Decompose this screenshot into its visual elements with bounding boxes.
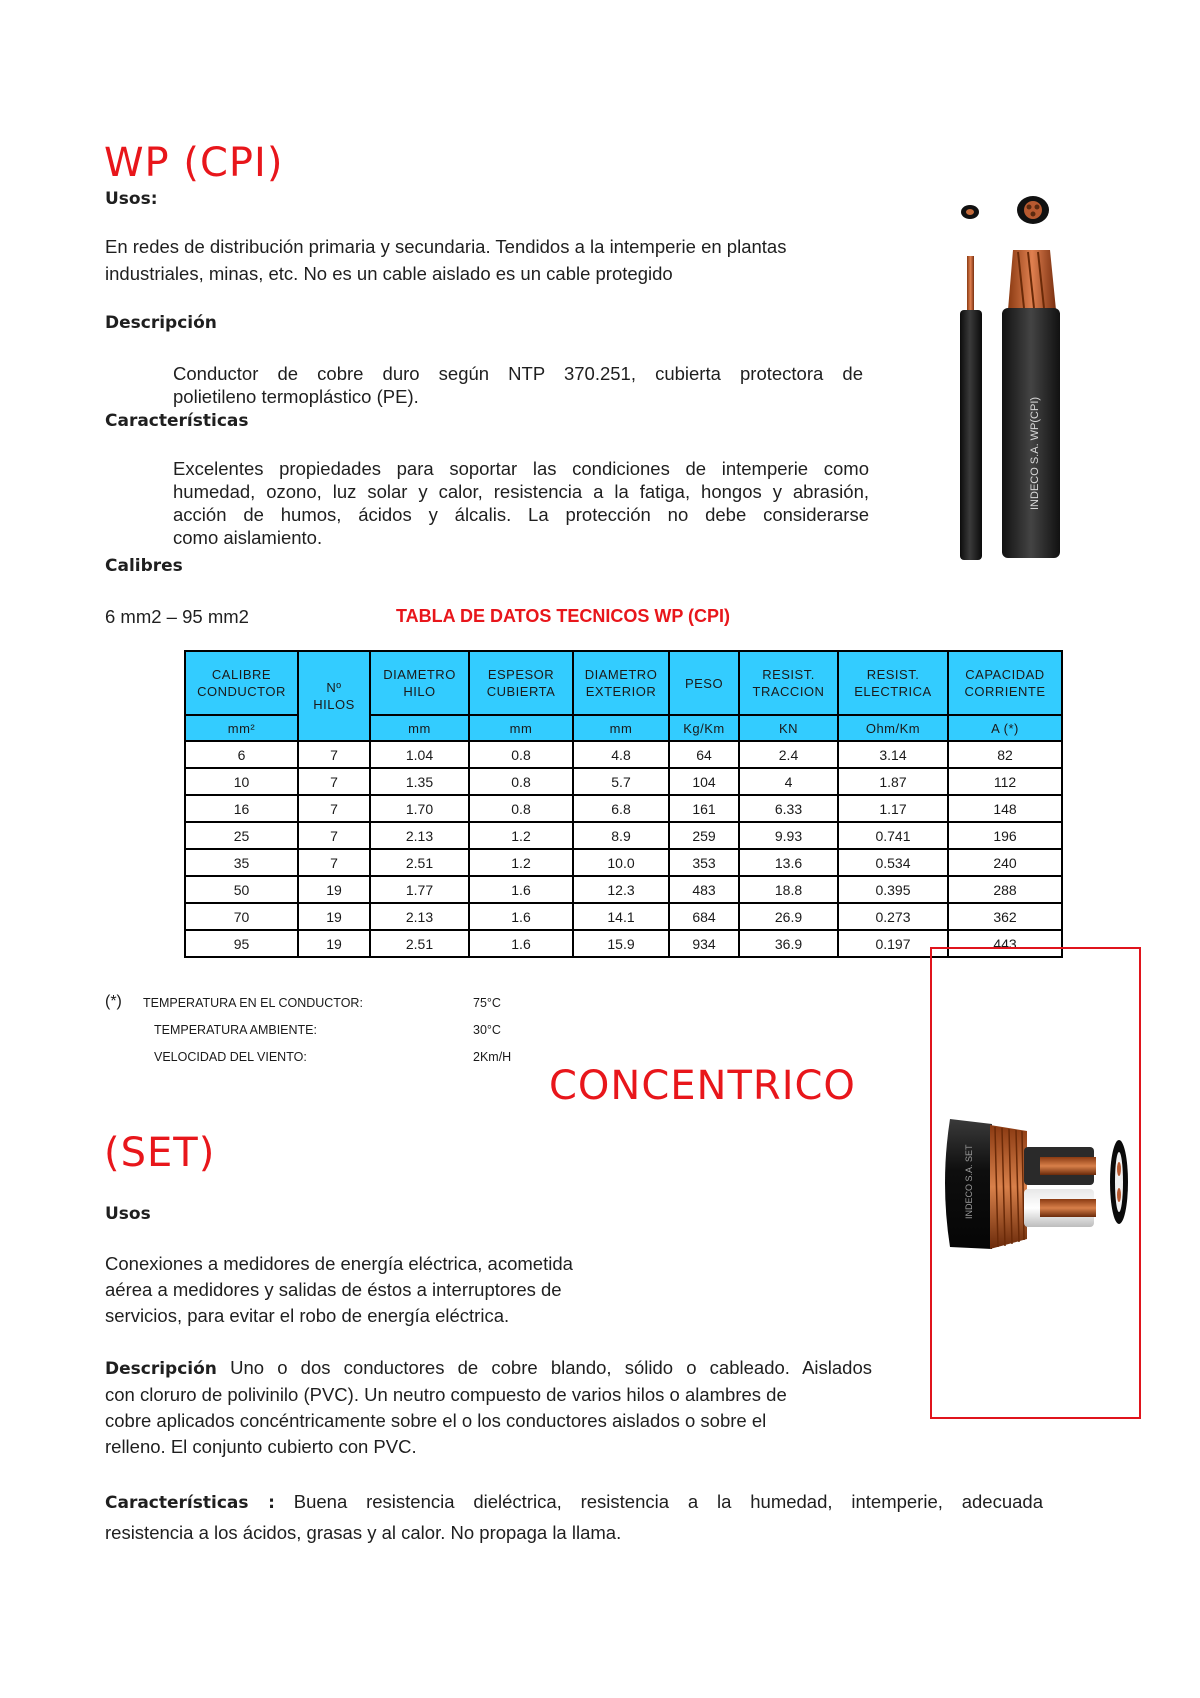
table-cell: 1.87 (838, 768, 948, 795)
table-cell: 6.8 (573, 795, 669, 822)
table-cell: 25 (185, 822, 298, 849)
table-cell: 240 (948, 849, 1062, 876)
table-cell: 7 (298, 795, 370, 822)
table-cell: 7 (298, 822, 370, 849)
table-cell: 15.9 (573, 930, 669, 957)
table-cell: 1.17 (838, 795, 948, 822)
set-usos-label: Usos (105, 1204, 151, 1224)
table-cell: 9.93 (739, 822, 838, 849)
table-cell: 0.197 (838, 930, 948, 957)
set-usos-line3: servicios, para evitar el robo de energía eléctrica. (105, 1305, 510, 1326)
unit-resist-traccion: KN (739, 715, 838, 741)
footnote-t-conductor-value: 75°C (473, 996, 501, 1010)
header-resist-traccion: RESIST. TRACCION (739, 651, 838, 715)
tech-table-wrapper (184, 650, 1063, 958)
set-desc-line1-wrapper (105, 1354, 872, 1383)
table-row (185, 903, 1062, 930)
table-cell: 0.395 (838, 876, 948, 903)
header-resist-electrica: RESIST. ELECTRICA (838, 651, 948, 715)
table-cell: 1.6 (469, 903, 573, 930)
table-cell: 50 (185, 876, 298, 903)
wp-descripcion-line2: polietileno termoplástico (PE). (173, 386, 419, 407)
wp-caracteristicas-label: Características (105, 411, 249, 431)
table-cell: 1.6 (469, 876, 573, 903)
table-cell: 104 (669, 768, 739, 795)
wp-descripcion-line1: Conductor de cobre duro según NTP 370.251, cubierta protectora de (173, 363, 863, 384)
footnote-marker: (*) (105, 993, 122, 1010)
wp-calibres-label: Calibres (105, 556, 183, 576)
wp-car-line2: humedad, ozono, luz solar y calor, resistencia a la fatiga, hongos y abrasión, (173, 481, 869, 502)
set-usos-line1: Conexiones a medidores de energía eléctrica, acometida (105, 1253, 573, 1274)
header-diametro-hilo: DIAMETRO HILO (370, 651, 469, 715)
set-desc-line1: Uno o dos conductores de cobre blando, sólido o cableado. Aislados (230, 1357, 872, 1378)
table-cell: 26.9 (739, 903, 838, 930)
set-descripcion-label: Descripción (105, 1359, 217, 1379)
table-row (185, 741, 1062, 768)
table-cell: 13.6 (739, 849, 838, 876)
table-cell: 0.741 (838, 822, 948, 849)
set-desc-line4: relleno. El conjunto cubierto con PVC. (105, 1436, 417, 1457)
wp-usos-label: Usos: (105, 189, 158, 209)
wp-title: WP (CPI) (104, 140, 284, 186)
wp-cable-print: INDECO S.A. WP(CPI) (1029, 396, 1041, 510)
table-cell: 3.14 (838, 741, 948, 768)
table-row (185, 768, 1062, 795)
unit-capacidad: A (*) (948, 715, 1062, 741)
table-cell: 5.7 (573, 768, 669, 795)
table-cell: 14.1 (573, 903, 669, 930)
table-cell: 10.0 (573, 849, 669, 876)
set-usos-line2: aérea a medidores y salidas de éstos a interruptores de (105, 1279, 562, 1300)
table-row (185, 795, 1062, 822)
unit-calibre: mm² (185, 715, 298, 741)
set-car-line1: Buena resistencia dieléctrica, resistencia a la humedad, intemperie, adecuada (293, 1491, 1043, 1512)
wp-car-line3: acción de humos, ácidos y álcalis. La protección no debe considerarse (173, 504, 869, 525)
table-cell: 2.51 (370, 930, 469, 957)
table-cell: 2.4 (739, 741, 838, 768)
unit-espesor: mm (469, 715, 573, 741)
set-desc-line2: con cloruro de polivinilo (PVC). Un neutro compuesto de varios hilos o alambres de (105, 1384, 787, 1405)
table-cell: 288 (948, 876, 1062, 903)
table-cell: 19 (298, 903, 370, 930)
table-row (185, 822, 1062, 849)
table-cell: 0.8 (469, 768, 573, 795)
wp-descripcion-label: Descripción (105, 313, 217, 333)
table-cell: 0.273 (838, 903, 948, 930)
table-cell: 1.04 (370, 741, 469, 768)
set-car-line1-wrapper (105, 1488, 1043, 1517)
wp-cable-image (938, 180, 1088, 560)
table-cell: 196 (948, 822, 1062, 849)
wp-usos-line1: En redes de distribución primaria y secundaria. Tendidos a la intemperie en plantas (105, 236, 787, 257)
footnote-t-conductor-label: TEMPERATURA EN EL CONDUCTOR: (143, 996, 363, 1010)
unit-diametro-exterior: mm (573, 715, 669, 741)
table-cell: 483 (669, 876, 739, 903)
table-cell: 35 (185, 849, 298, 876)
table-cell: 19 (298, 876, 370, 903)
table-cell: 7 (298, 768, 370, 795)
table-cell: 8.9 (573, 822, 669, 849)
table-cell: 1.35 (370, 768, 469, 795)
set-caracteristicas-label: Características : (105, 1493, 275, 1513)
tech-table (184, 650, 1063, 958)
header-hilos: Nº HILOS (298, 651, 370, 741)
set-desc-line3: cobre aplicados concéntricamente sobre el o los conductores aislados o sobre el (105, 1410, 767, 1431)
table-cell: 353 (669, 849, 739, 876)
set-title-concentrico: CONCENTRICO (549, 1063, 856, 1109)
table-cell: 362 (948, 903, 1062, 930)
set-cable-print: INDECO S.A. SET (964, 1144, 974, 1219)
table-cell: 2.13 (370, 822, 469, 849)
table-cell: 18.8 (739, 876, 838, 903)
table-row (185, 876, 1062, 903)
table-cell: 161 (669, 795, 739, 822)
header-espesor: ESPESOR CUBIERTA (469, 651, 573, 715)
set-cable-frame (930, 947, 1141, 1419)
table-cell: 36.9 (739, 930, 838, 957)
footnote-viento-value: 2Km/H (473, 1050, 512, 1064)
table-cell: 7 (298, 741, 370, 768)
table-cell: 934 (669, 930, 739, 957)
wp-table-title: TABLA DE DATOS TECNICOS WP (CPI) (396, 606, 731, 626)
table-cell: 10 (185, 768, 298, 795)
table-cell: 4 (739, 768, 838, 795)
table-cell: 16 (185, 795, 298, 822)
table-cell: 64 (669, 741, 739, 768)
table-cell: 443 (948, 930, 1062, 957)
wp-car-line4: como aislamiento. (173, 527, 323, 548)
header-capacidad: CAPACIDAD CORRIENTE (948, 651, 1062, 715)
table-cell: 2.13 (370, 903, 469, 930)
table-cell: 70 (185, 903, 298, 930)
table-cell: 0.8 (469, 741, 573, 768)
table-cell: 112 (948, 768, 1062, 795)
unit-resist-electrica: Ohm/Km (838, 715, 948, 741)
table-cell: 6 (185, 741, 298, 768)
unit-diametro-hilo: mm (370, 715, 469, 741)
header-peso: PESO (669, 651, 739, 715)
table-cell: 259 (669, 822, 739, 849)
table-cell: 1.77 (370, 876, 469, 903)
header-calibre: CALIBRE CONDUCTOR (185, 651, 298, 715)
table-cell: 1.2 (469, 849, 573, 876)
table-header-row (185, 651, 1062, 715)
footnote-t-ambiente-label: TEMPERATURA AMBIENTE: (154, 1023, 317, 1037)
table-row (185, 849, 1062, 876)
set-cable-image (932, 949, 1139, 1417)
table-cell: 1.6 (469, 930, 573, 957)
table-cell: 684 (669, 903, 739, 930)
wp-calibres-value: 6 mm2 – 95 mm2 (105, 606, 249, 627)
table-cell: 148 (948, 795, 1062, 822)
unit-peso: Kg/Km (669, 715, 739, 741)
footnote-t-ambiente-value: 30°C (473, 1023, 501, 1037)
table-cell: 19 (298, 930, 370, 957)
tech-table-body (185, 741, 1062, 957)
table-cell: 1.2 (469, 822, 573, 849)
table-cell: 95 (185, 930, 298, 957)
table-cell: 2.51 (370, 849, 469, 876)
table-cell: 0.534 (838, 849, 948, 876)
table-cell: 1.70 (370, 795, 469, 822)
footnote-viento-label: VELOCIDAD DEL VIENTO: (154, 1050, 307, 1064)
table-cell: 7 (298, 849, 370, 876)
header-diametro-exterior: DIAMETRO EXTERIOR (573, 651, 669, 715)
table-cell: 12.3 (573, 876, 669, 903)
set-title-set: (SET) (104, 1130, 216, 1176)
set-car-line2: resistencia a los ácidos, grasas y al calor. No propaga la llama. (105, 1522, 622, 1543)
table-cell: 82 (948, 741, 1062, 768)
wp-usos-line2: industriales, minas, etc. No es un cable aislado es un cable protegido (105, 263, 673, 284)
table-cell: 6.33 (739, 795, 838, 822)
wp-car-line1: Excelentes propiedades para soportar las condiciones de intemperie como (173, 458, 869, 479)
table-cell: 4.8 (573, 741, 669, 768)
table-cell: 0.8 (469, 795, 573, 822)
